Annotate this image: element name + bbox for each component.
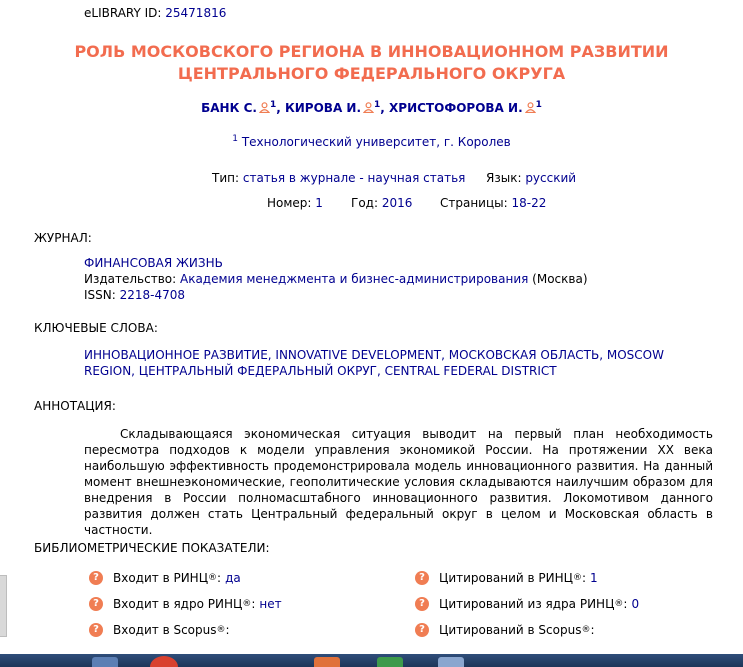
person-icon[interactable] <box>363 102 374 113</box>
person-icon[interactable] <box>259 102 270 113</box>
powerpoint-icon[interactable] <box>314 657 340 667</box>
metric-citations-scopus: ? Цитирований в Scopus ® : <box>415 623 599 637</box>
browser-icon[interactable] <box>150 656 178 667</box>
metric-citations-rinc-core: ? Цитирований из ядра РИНЦ ® : 0 <box>415 597 639 611</box>
keywords-line-1[interactable]: ИННОВАЦИОННОЕ РАЗВИТИЕ, INNOVATIVE DEVELOPMENT, МОСКОВСКАЯ ОБЛАСТЬ, MOSCOW <box>84 348 664 362</box>
help-icon[interactable]: ? <box>415 623 429 637</box>
article-title-line-1: РОЛЬ МОСКОВСКОГО РЕГИОНА В ИННОВАЦИОННОМ РАЗВИТИИ <box>74 42 669 61</box>
author-name[interactable]: БАНК С. <box>201 101 257 115</box>
scrollbar-thumb[interactable] <box>0 575 7 637</box>
language-label: Язык: <box>486 171 522 185</box>
meta-pages <box>440 196 546 210</box>
metric-in-scopus: ? Входит в Scopus ® : <box>89 623 234 637</box>
metric-in-rinc: ? Входит в РИНЦ ® : да <box>89 571 241 585</box>
language-value[interactable]: русский <box>525 171 577 185</box>
metric-label: Входит в РИНЦ <box>113 571 209 585</box>
affiliation <box>0 134 743 149</box>
journal-heading: ЖУРНАЛ: <box>34 231 92 245</box>
issn-label: ISSN: <box>84 288 116 302</box>
author-name[interactable]: ХРИСТОФОРОВА И. <box>389 101 523 115</box>
registered-mark: ® <box>614 599 624 609</box>
issn-link[interactable]: 2218-4708 <box>119 288 186 302</box>
type-label: Тип: <box>212 171 240 185</box>
help-icon[interactable]: ? <box>415 571 429 585</box>
abstract-heading: АННОТАЦИЯ: <box>34 399 116 413</box>
registered-mark: ® <box>581 625 591 635</box>
meta-number <box>267 196 323 210</box>
number-value[interactable]: 1 <box>315 196 323 210</box>
elibrary-id-label: eLIBRARY ID: <box>84 6 162 20</box>
meta-type <box>212 171 465 185</box>
taskbar-window-icon[interactable] <box>438 657 464 667</box>
publisher-city: (Москва) <box>532 272 588 286</box>
excel-icon[interactable] <box>377 657 403 667</box>
registered-mark: ® <box>573 573 582 583</box>
journal-name-link[interactable]: ФИНАНСОВАЯ ЖИЗНЬ <box>84 256 223 270</box>
help-icon[interactable]: ? <box>89 597 103 611</box>
metric-label: Цитирований в Scopus <box>439 623 582 637</box>
metric-in-rinc-core: ? Входит в ядро РИНЦ ® : нет <box>89 597 282 611</box>
metric-value[interactable]: 0 <box>631 597 640 611</box>
metric-value[interactable]: да <box>225 571 241 585</box>
person-icon[interactable] <box>525 102 536 113</box>
author-name[interactable]: КИРОВА И. <box>284 101 362 115</box>
keywords-heading: КЛЮЧЕВЫЕ СЛОВА: <box>34 321 158 335</box>
elibrary-id-line <box>84 6 226 20</box>
abstract-text: Складывающаяся экономическая ситуация выводит на первый план необходимость пересмотра подходов к модели управления экономикой России. На протяжении XX века наибольшую эффективность продемонстрировала модель инновационного развития. На данный момент внешнеэкономические, геополитические условия складываются наилучшим образом для внедрения в России полномасштабного инновационного развития. Локомотивом данного развития должен стать Центральный федеральный округ в целом и Московская область в частности. <box>84 427 713 537</box>
metric-value[interactable]: нет <box>259 597 282 611</box>
registered-mark: ® <box>216 625 226 635</box>
authors-line: БАНК С. $^1$, КИРОВА И. $^1$, ХРИСТОФОРОВА И. $^1$ <box>201 100 542 115</box>
publisher-link[interactable]: Академия менеджмента и бизнес-администрирования <box>180 272 529 286</box>
author-affiliation-sup: 1 <box>535 100 542 110</box>
number-label: Номер: <box>267 196 312 210</box>
affiliation-sup: 1 <box>232 134 238 144</box>
author-1[interactable] <box>201 101 276 115</box>
elibrary-id-link[interactable]: 25471816 <box>165 6 227 20</box>
help-icon[interactable]: ? <box>89 623 103 637</box>
keywords-line-2[interactable]: REGION, ЦЕНТРАЛЬНЫЙ ФЕДЕРАЛЬНЫЙ ОКРУГ, CENTRAL FEDERAL DISTRICT <box>84 364 557 378</box>
metric-citations-rinc: ? Цитирований в РИНЦ ® : 1 <box>415 571 598 585</box>
journal-block <box>84 255 588 303</box>
metric-label: Входит в ядро РИНЦ <box>113 597 243 611</box>
help-icon[interactable]: ? <box>89 571 103 585</box>
registered-mark: ® <box>208 573 218 583</box>
author-3[interactable] <box>389 101 542 115</box>
meta-year <box>351 196 412 210</box>
registered-mark: ® <box>242 599 252 609</box>
pages-value[interactable]: 18-22 <box>511 196 547 210</box>
affiliation-text: Технологический университет, г. Королев <box>241 135 511 149</box>
author-2[interactable] <box>285 101 380 115</box>
metric-label: Цитирований в РИНЦ <box>439 571 573 585</box>
pages-label: Страницы: <box>440 196 508 210</box>
taskbar-app-icon[interactable] <box>92 657 118 667</box>
publisher-label: Издательство: <box>84 272 177 286</box>
keywords-list <box>84 347 713 379</box>
article-title-line-2: ЦЕНТРАЛЬНОГО ФЕДЕРАЛЬНОГО ОКРУГА <box>177 64 566 83</box>
year-label: Год: <box>351 196 378 210</box>
year-value[interactable]: 2016 <box>381 196 413 210</box>
metric-label: Цитирований из ядра РИНЦ <box>439 597 615 611</box>
author-affiliation-sup: 1 <box>269 100 277 110</box>
help-icon[interactable]: ? <box>415 597 429 611</box>
author-affiliation-sup: 1 <box>374 100 381 110</box>
meta-language <box>486 171 576 185</box>
metric-value[interactable]: 1 <box>590 571 598 585</box>
type-value[interactable]: статья в журнале - научная статья <box>242 171 466 185</box>
taskbar <box>0 654 743 667</box>
article-title <box>0 41 743 85</box>
bibliometric-heading: БИБЛИОМЕТРИЧЕСКИЕ ПОКАЗАТЕЛИ: <box>34 541 270 555</box>
metric-label: Входит в Scopus <box>113 623 217 637</box>
